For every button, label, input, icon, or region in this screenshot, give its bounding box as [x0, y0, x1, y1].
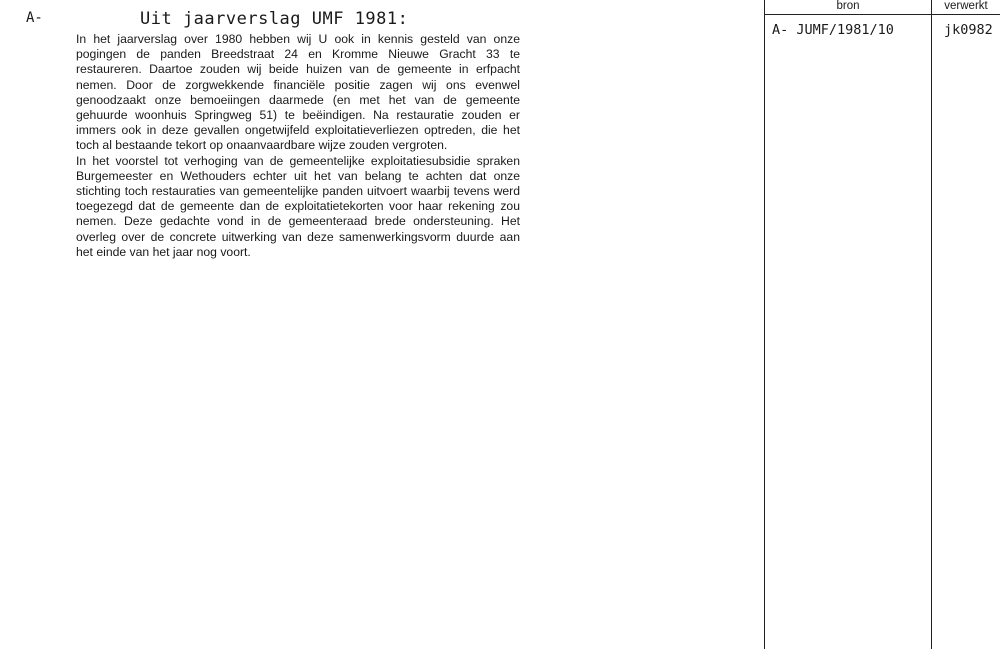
source-reference: A- JUMF/1981/10	[772, 22, 894, 38]
body-text	[76, 32, 520, 260]
table-left-rule	[764, 0, 765, 649]
paragraph-1: In het jaarverslag over 1980 hebben wij U ook in kennis gesteld van onze pogingen de panden Breedstraat 24 en Kromme Nieuwe Gracht 33 te restaureren. Daartoe zouden wij beide huizen van de gemeente in erfpacht nemen. Door de zorgwekkende financiële positie zagen wij ons evenwel genoodzaakt onze bemoeiingen daarmede (en met het van de gemeente gehuurde woonhuis Springweg 51) te beëindigen. Na restauratie zouden er immers ook in deze gevallen ongetwijfeld exploitatieverliezen optreden, die het toch al bestaande tekort op onaanvaardbare wijze zouden vergroten.	[76, 32, 520, 153]
column-header-bron: bron	[836, 0, 860, 12]
processed-code: jk0982	[944, 22, 993, 38]
corner-label: A-	[26, 10, 43, 26]
document-title: Uit jaarverslag UMF 1981:	[140, 9, 409, 29]
column-header-verwerkt: verwerkt	[944, 0, 988, 12]
table-header-rule	[764, 14, 1000, 15]
paragraph-2: In het voorstel tot verhoging van de gemeentelijke exploitatiesubsidie spraken Burgemeester en Wethouders echter uit het van belang te achten dat onze stichting toch restauraties van gemeentelijke panden uitvoert waarbij tevens werd toegezegd dat de gemeente dan de exploitatietekorten voor haar rekening zou nemen. Deze gedachte vond in de gemeenteraad brede ondersteuning. Het overleg over de concrete uitwerking van deze samenwerkingsvorm duurde aan het einde van het jaar nog voort.	[76, 153, 520, 259]
table-column-divider	[931, 0, 932, 649]
